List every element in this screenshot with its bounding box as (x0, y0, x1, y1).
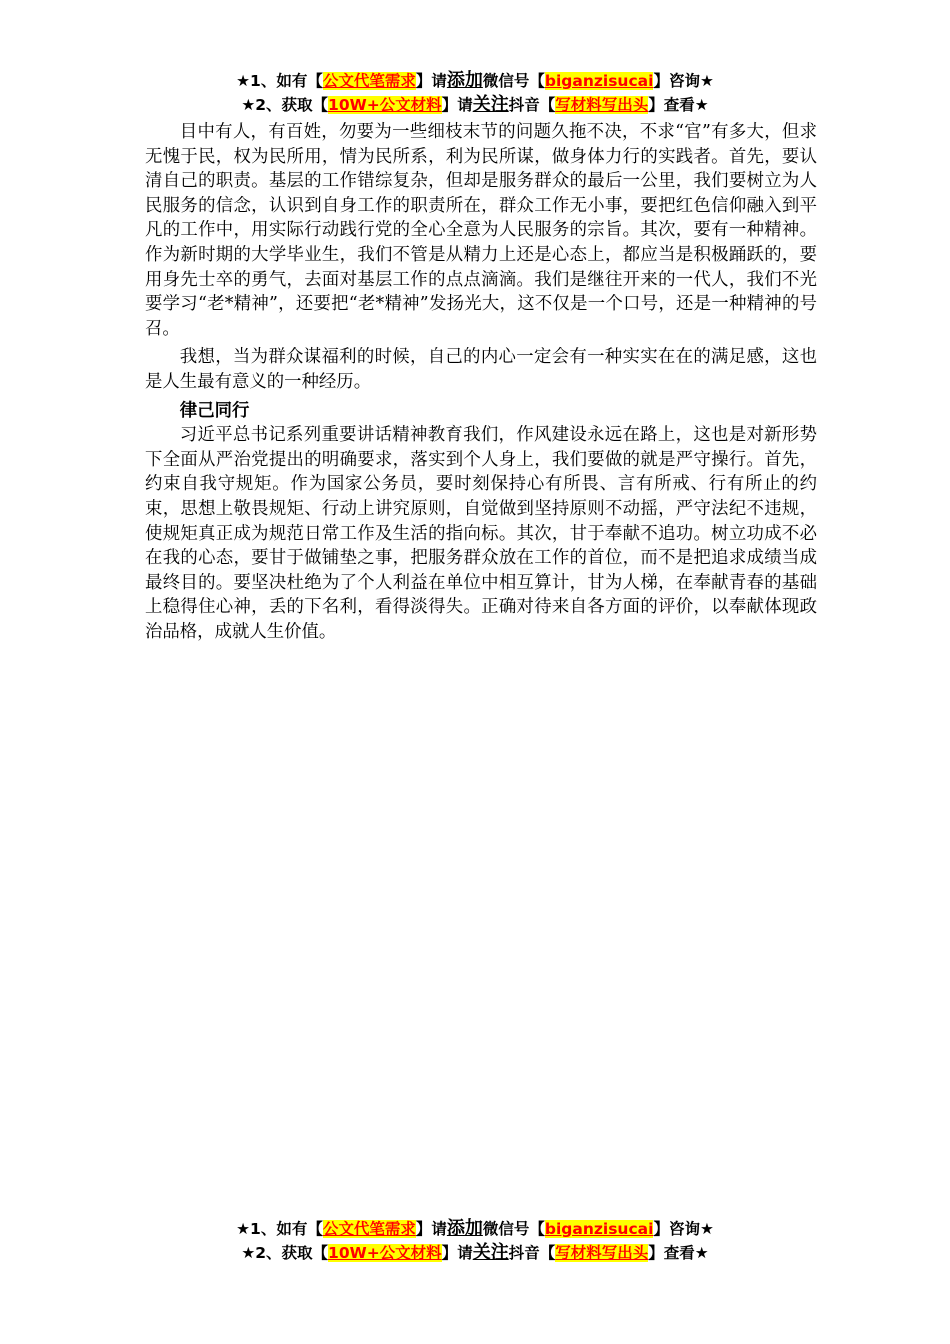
highlight-douyin-account: 写材料写出头 (555, 96, 649, 114)
banner-text: 微信号【 (482, 1220, 545, 1238)
paragraph: 习近平总书记系列重要讲话精神教育我们，作风建设永远在路上，这也是对新形势下全面从严治党提出的明确要求，落实到个人身上，我们要做的就是严守操行。首先，约束自我守规矩。作为国家公务员，要时刻保持心有所畏、言有所戒、行有所止的约束，思想上敬畏规矩、行动上讲究原则，自觉做到坚持原则不动摇，严守法纪不违规，使规矩真正成为规范日常工作及生活的指向标。其次，甘于奉献不追功。树立功成不必在我的心态，要甘于做铺垫之事，把服务群众放在工作的首位，而不是把追求成绩当成最终目的。要坚决杜绝为了个人利益在单位中相互算计，甘为人梯，在奉献青春的基础上稳得住心神，丢的下名利，看得淡得失。正确对待来自各方面的评价，以奉献体现政治品格，成就人生价值。 (145, 425, 817, 642)
emphasis-add: 添加 (446, 1218, 483, 1239)
highlight-wechat-id: biganzisucai (544, 72, 654, 90)
paragraph: 目中有人，有百姓，勿要为一些细枝末节的问题久拖不决，不求“官”有多大，但求无愧于民，权为民所用，情为民所系，利为民所谋，做身体力行的实践者。首先，要认清自己的职责。基层的工作错综复杂，但却是服务群众的最后一公里，我们要树立为人民服务的信念，认识到自身工作的职责所在，群众工作无小事，要把红色信仰融入到平凡的工作中，用实际行动践行党的全心全意为人民服务的宗旨。其次，要有一种精神。作为新时期的大学毕业生，我们不管是从精力上还是心态上，都应当是积极踊跃的，要用身先士卒的勇气，去面对基层工作的点点滴滴。我们是继往开来的一代人，我们不光要学习“老*精神”，还要把“老*精神”发扬光大，这不仅是一个口号，还是一种精神的号召。 (145, 122, 817, 339)
banner-text: 抖音【 (508, 1244, 556, 1262)
banner-line-1 (0, 69, 950, 93)
banner-text: 】查看★ (648, 1244, 709, 1262)
banner-text: 】请 (415, 1220, 447, 1238)
banner-text: 】请 (441, 1244, 473, 1262)
banner-text: 】咨询★ (653, 1220, 714, 1238)
paragraph: 我想，当为群众谋福利的时候，自己的内心一定会有一种实实在在的满足感，这也是人生最有意义的一种经历。 (145, 347, 817, 392)
banner-text: 】请 (441, 96, 473, 114)
highlight-wechat-id: biganzisucai (544, 1220, 654, 1238)
emphasis-follow: 关注 (472, 94, 509, 115)
banner-text: ★2、获取【 (241, 1244, 329, 1262)
emphasis-follow: 关注 (472, 1242, 509, 1263)
banner-text: 抖音【 (508, 96, 556, 114)
emphasis-add: 添加 (446, 70, 483, 91)
banner-text: ★1、如有【 (236, 1220, 323, 1238)
banner-text: ★1、如有【 (236, 72, 323, 90)
highlight-service: 公文代笔需求 (322, 1220, 416, 1238)
header-banner (0, 69, 950, 117)
banner-line-2 (0, 1241, 950, 1265)
document-body (145, 120, 817, 648)
highlight-materials: 10W+公文材料 (328, 1244, 442, 1262)
section-heading: 律己同行 (179, 400, 250, 421)
banner-text: 】咨询★ (653, 72, 714, 90)
banner-text: ★2、获取【 (241, 96, 329, 114)
banner-text: 微信号【 (482, 72, 545, 90)
banner-line-1 (0, 1217, 950, 1241)
highlight-materials: 10W+公文材料 (328, 96, 442, 114)
banner-text: 】请 (415, 72, 447, 90)
highlight-douyin-account: 写材料写出头 (555, 1244, 649, 1262)
footer-banner (0, 1217, 950, 1265)
banner-line-2 (0, 93, 950, 117)
banner-text: 】查看★ (648, 96, 709, 114)
highlight-service: 公文代笔需求 (322, 72, 416, 90)
